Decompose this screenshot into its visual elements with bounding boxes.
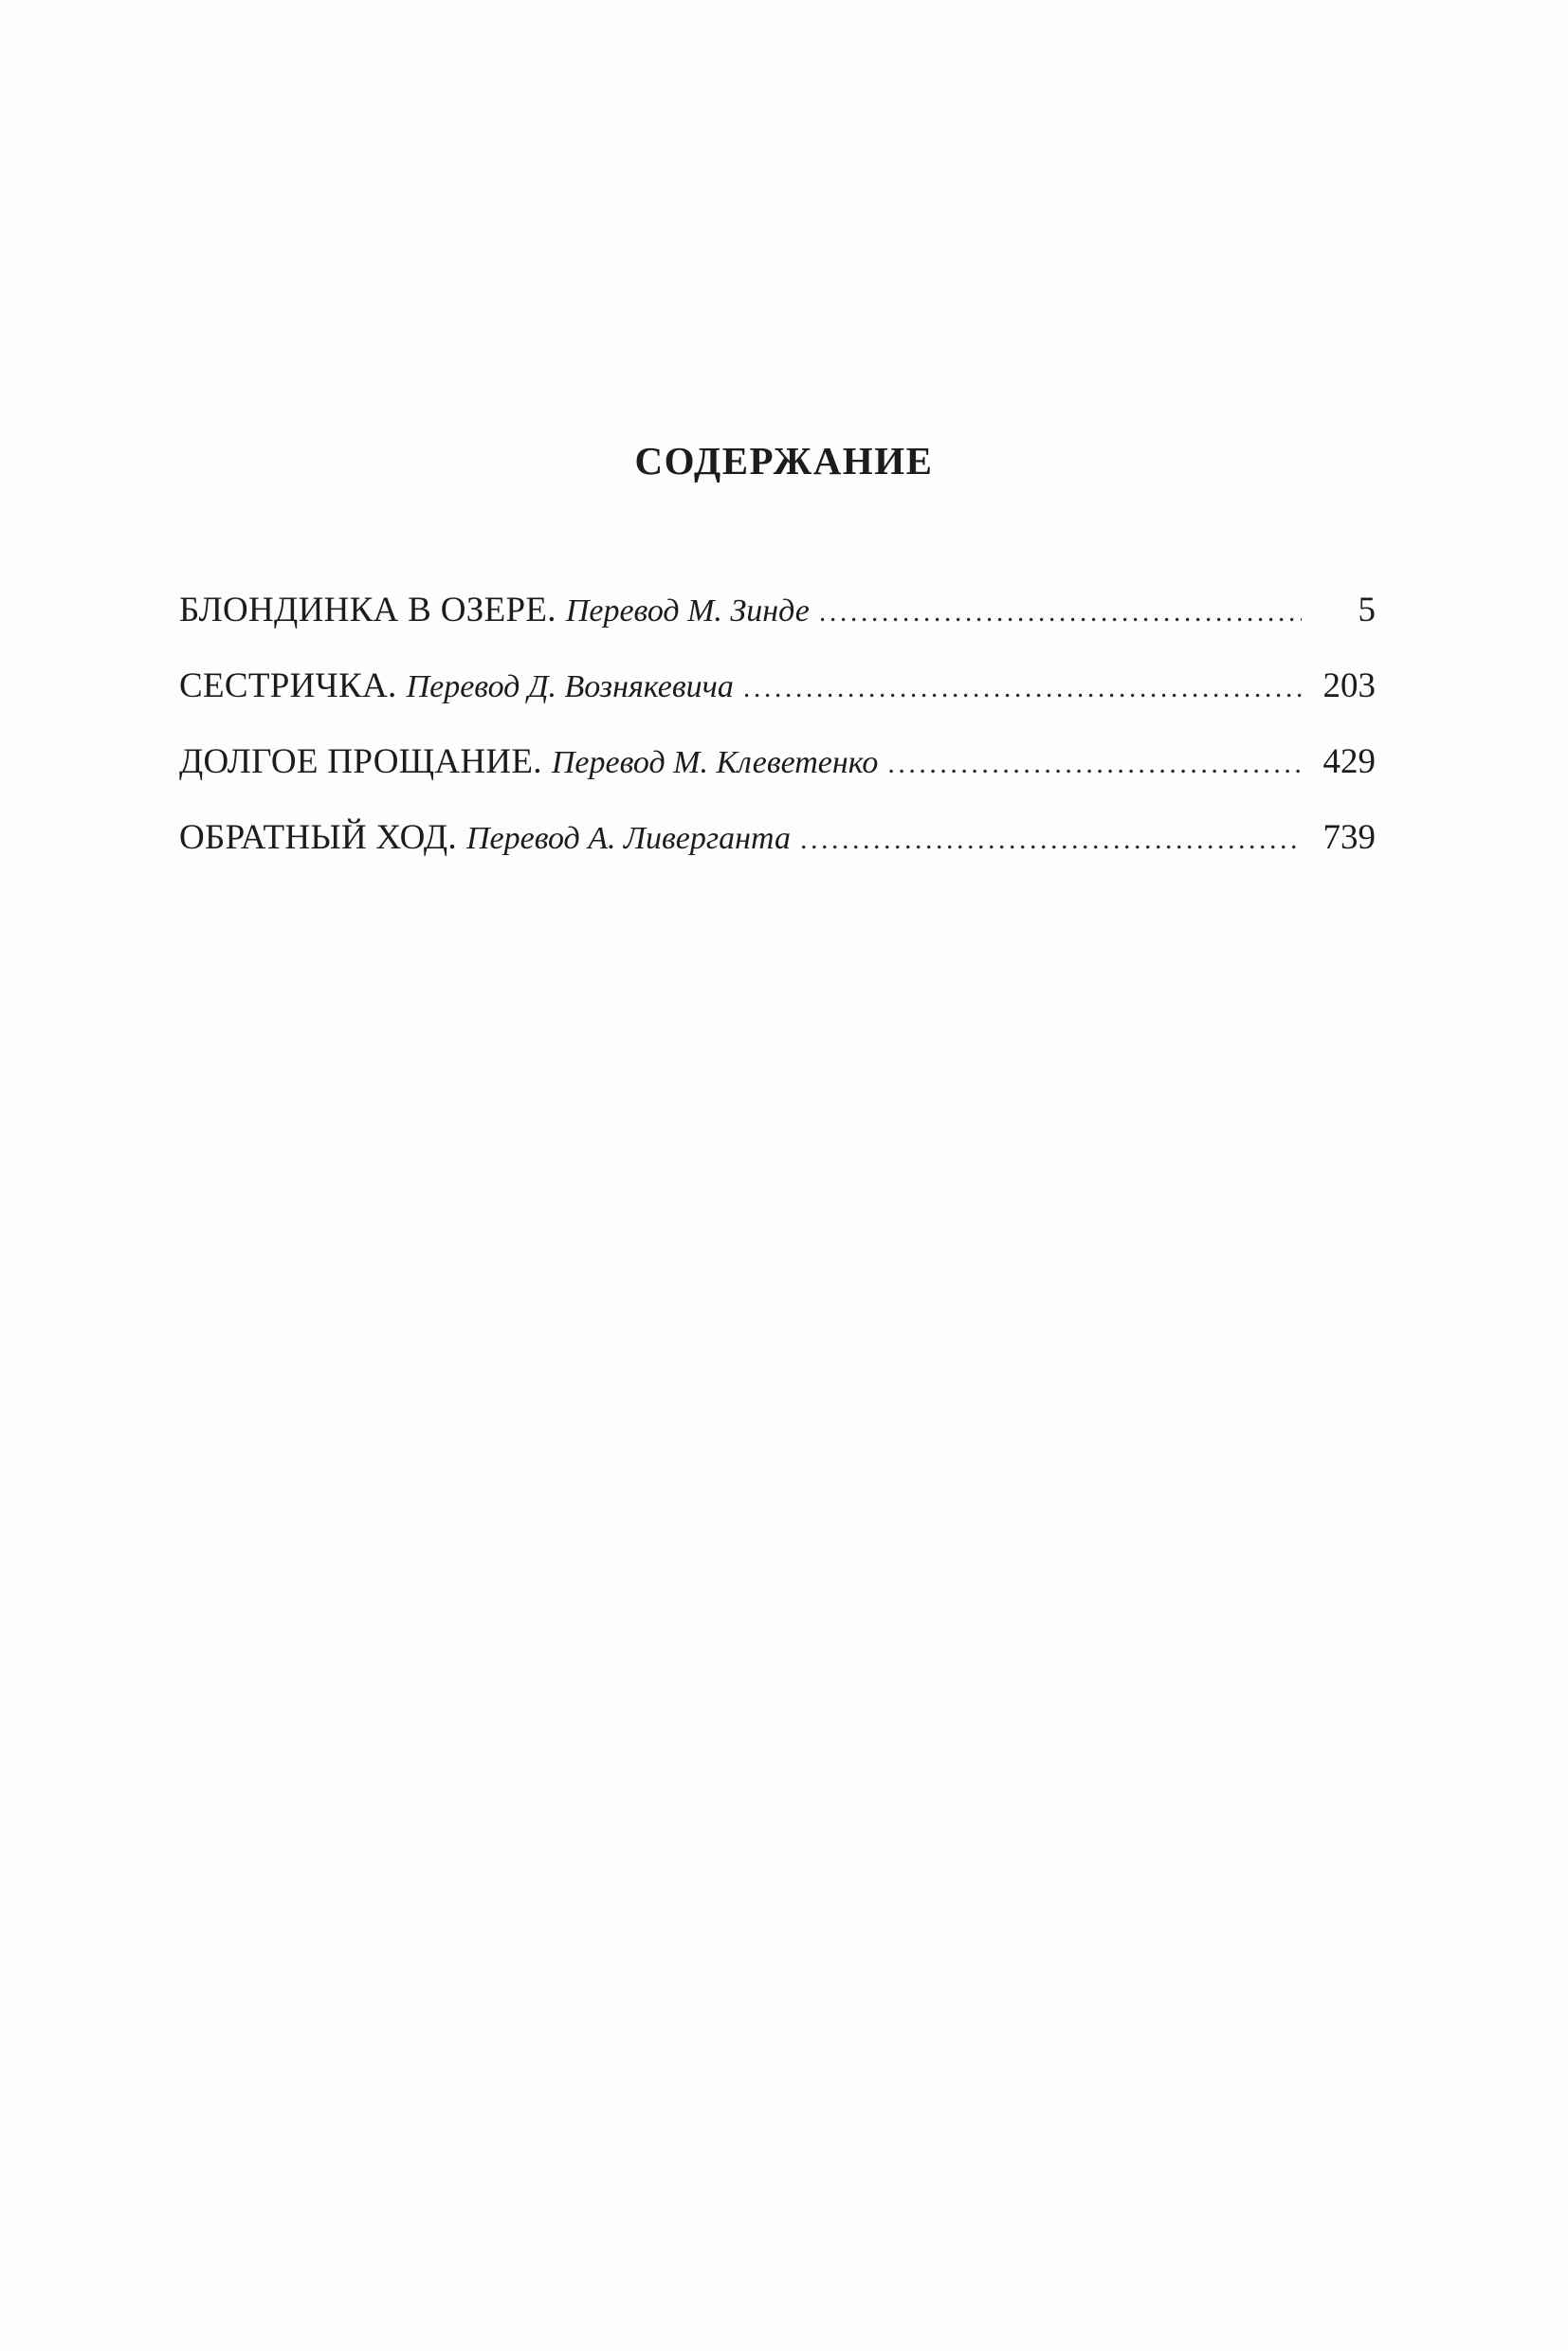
toc-entry-translator: Перевод М. Клеветенко (551, 745, 879, 780)
dot-leader (800, 824, 1302, 856)
toc-entry-translator: Перевод Д. Вознякевича (406, 669, 734, 704)
page-title: СОДЕРЖАНИЕ (634, 439, 934, 483)
dot-leader (819, 596, 1302, 629)
toc-entry-title: СЕСТРИЧКА. (179, 666, 397, 705)
dot-leader (887, 748, 1302, 780)
toc-entry-page-number: 203 (1322, 666, 1376, 705)
dot-leader (743, 672, 1302, 704)
toc-entry-translator: Перевод М. Зинде (565, 593, 810, 629)
toc-entry[interactable] (179, 817, 1376, 893)
table-of-contents (179, 590, 1376, 893)
toc-entry-page-number: 5 (1358, 591, 1376, 629)
toc-entry[interactable] (179, 665, 1376, 741)
toc-entry-title: БЛОНДИНКА В ОЗЕРЕ. (179, 591, 556, 629)
toc-entry-page-number: 429 (1322, 742, 1376, 781)
toc-entry-title: ДОЛГОЕ ПРОЩАНИЕ. (179, 742, 542, 781)
toc-entry-title: ОБРАТНЫЙ ХОД. (179, 818, 457, 857)
toc-entry[interactable] (179, 741, 1376, 817)
toc-entry-translator: Перевод А. Ливерганта (465, 821, 791, 856)
toc-entry-page-number: 739 (1322, 818, 1376, 857)
toc-entry[interactable] (179, 590, 1376, 665)
